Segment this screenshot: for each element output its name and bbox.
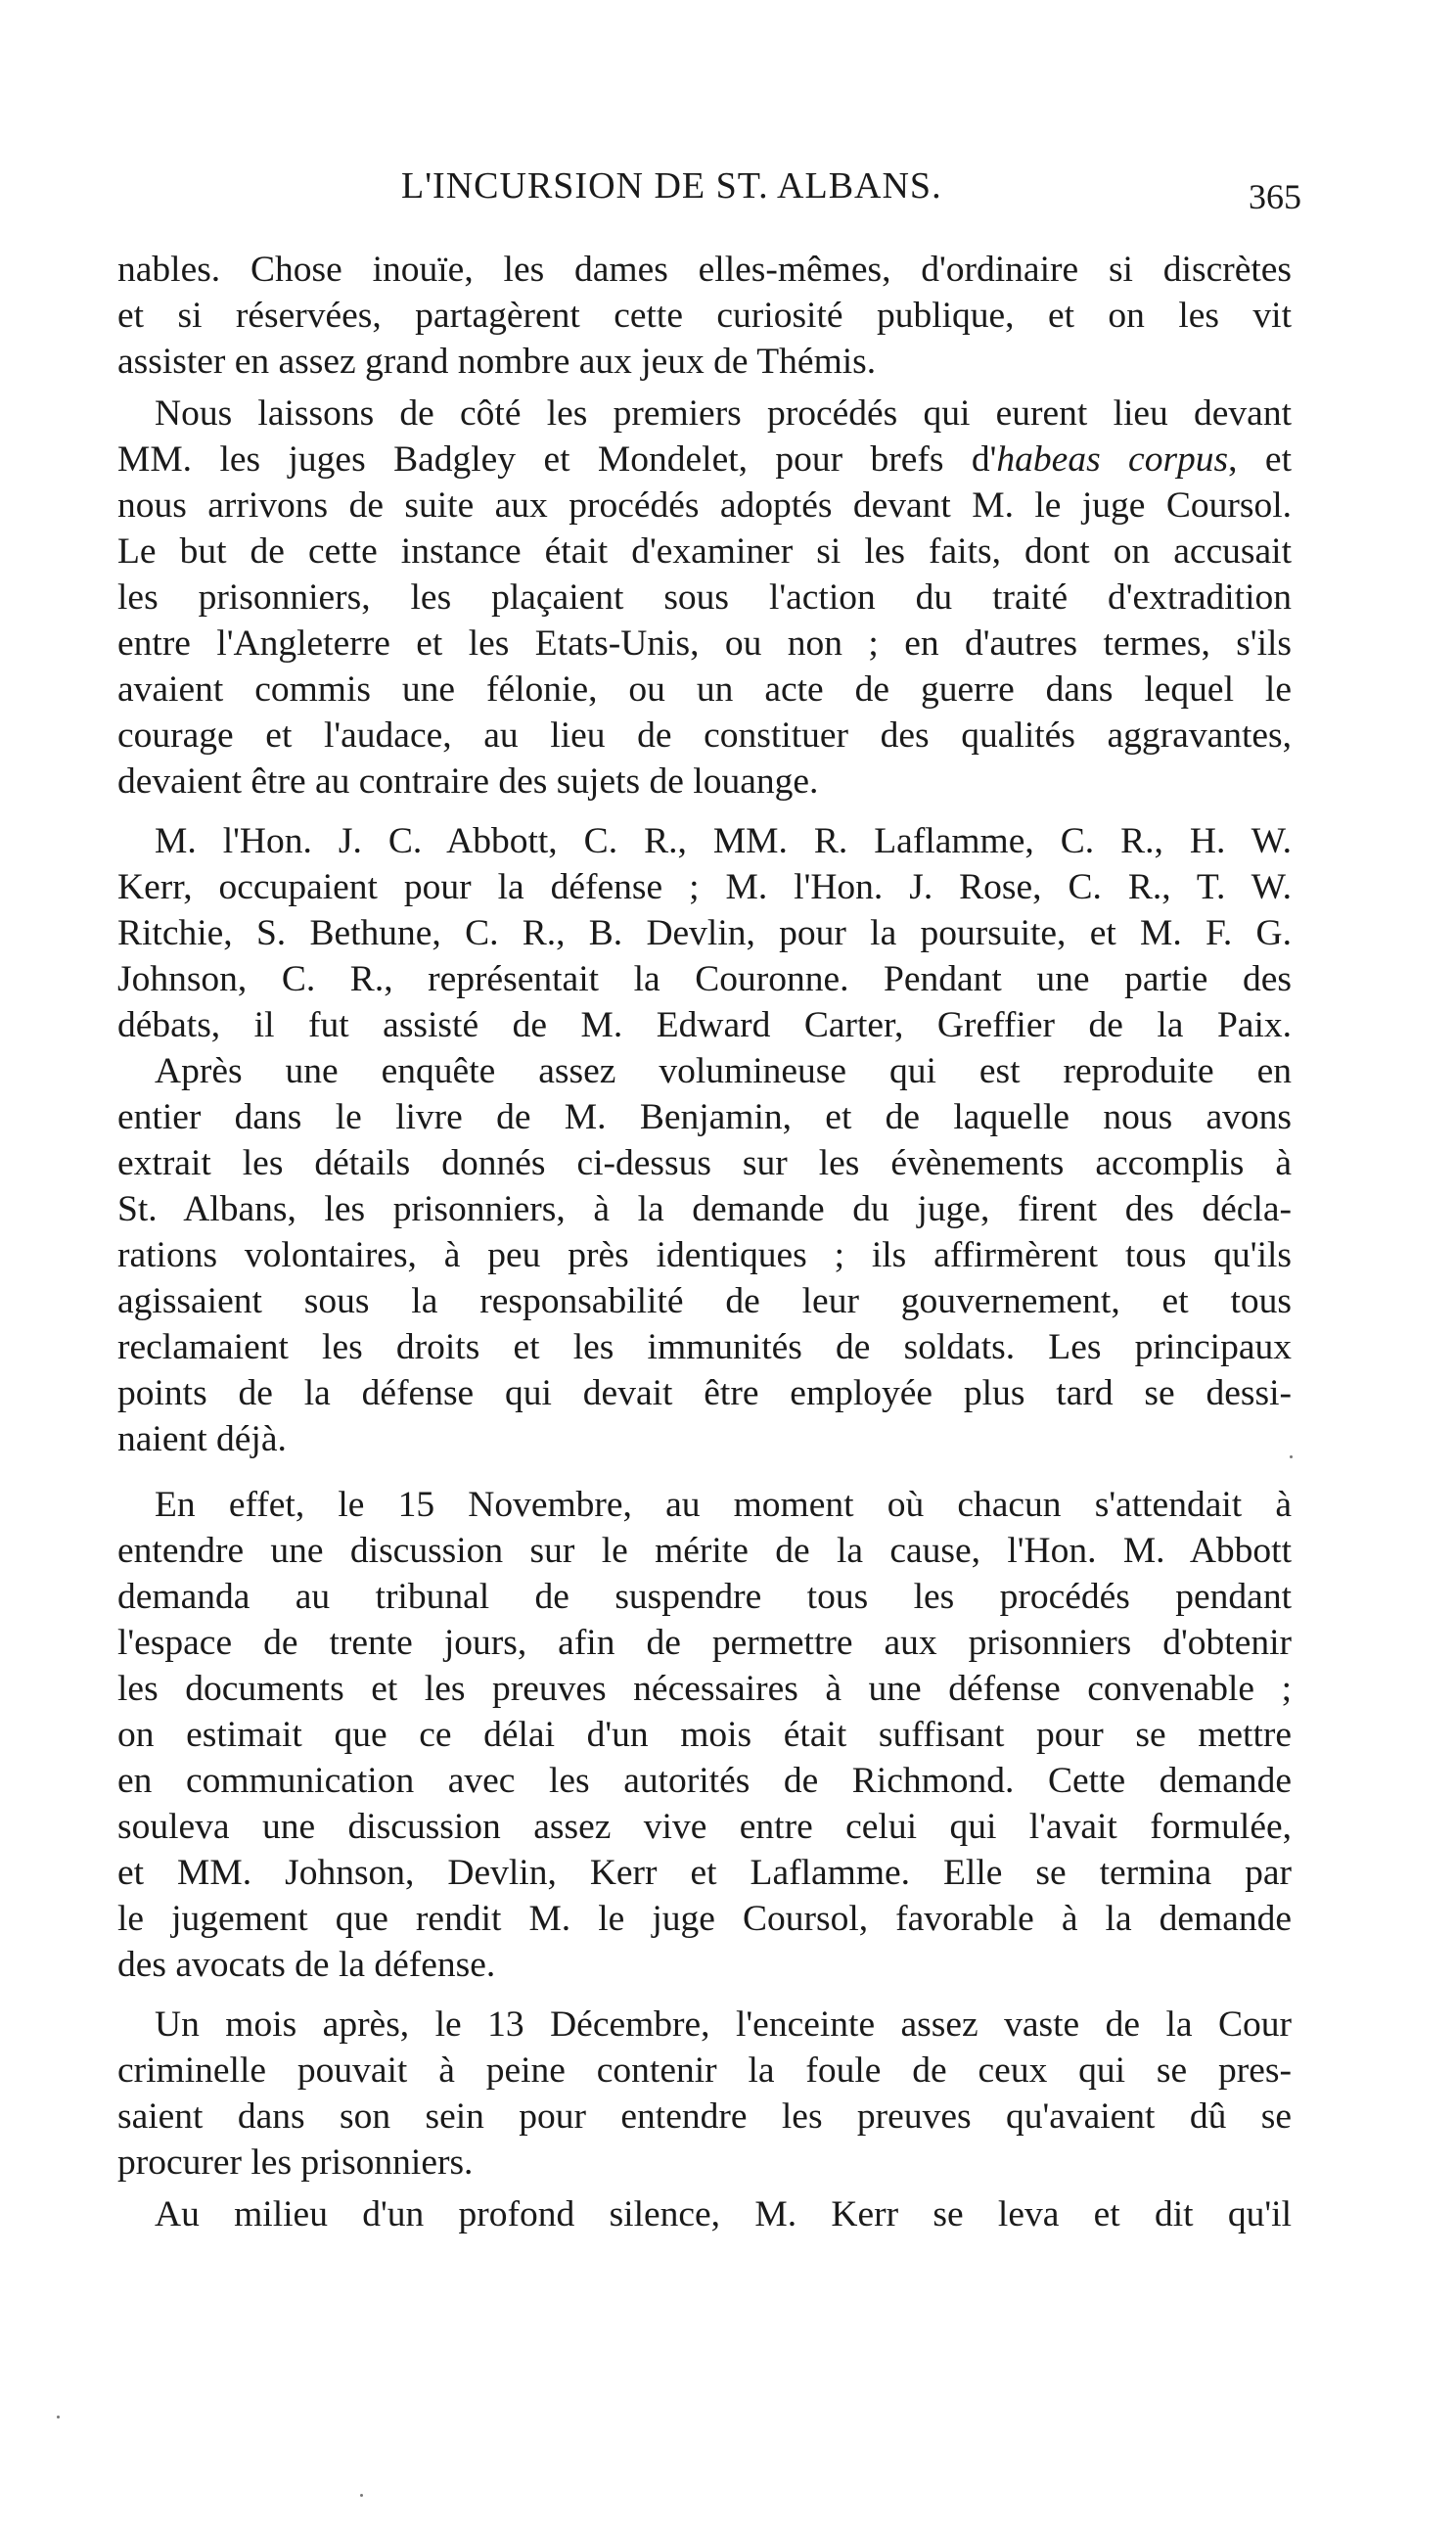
text-line: assister en assez grand nombre aux jeux de Thémis. bbox=[117, 342, 877, 382]
text-line: Un mois après, le 13 Décembre, l'enceinte assez vaste de la Cour bbox=[155, 2004, 1292, 2045]
text-line: entier dans le livre de M. Benjamin, et de laquelle nous avons bbox=[117, 1097, 1292, 1137]
scan-speck bbox=[57, 2416, 60, 2418]
scan-speck bbox=[1290, 1455, 1293, 1458]
text-line: et MM. Johnson, Devlin, Kerr et Laflamme. Elle se termina par bbox=[117, 1853, 1292, 1893]
text-segment: MM. les juges Badgley et Mondelet, pour brefs d' bbox=[117, 439, 997, 480]
text-line: St. Albans, les prisonniers, à la demande du juge, firent des décla- bbox=[117, 1189, 1292, 1229]
text-line: devaient être au contraire des sujets de louange. bbox=[117, 761, 819, 802]
text-line: débats, il fut assisté de M. Edward Carter, Greffier de la Paix. bbox=[117, 1005, 1292, 1045]
text-line: des avocats de la défense. bbox=[117, 1945, 496, 1985]
text-line: avaient commis une félonie, ou un acte de guerre dans lequel le bbox=[117, 669, 1292, 710]
paragraph-3 bbox=[117, 818, 1292, 1048]
text-line: Ritchie, S. Bethune, C. R., B. Devlin, pour la poursuite, et M. F. G. bbox=[117, 913, 1292, 953]
paragraph-1 bbox=[117, 247, 1292, 385]
text-line: Johnson, C. R., représentait la Couronne. Pendant une partie des bbox=[117, 959, 1292, 999]
running-title: L'INCURSION DE ST. ALBANS. bbox=[401, 165, 942, 207]
text-line: rations volontaires, à peu près identiques ; ils affirmèrent tous qu'ils bbox=[117, 1235, 1292, 1275]
text-line: points de la défense qui devait être employée plus tard se dessi- bbox=[117, 1373, 1292, 1413]
text-line: reclamaient les droits et les immunités de soldats. Les principaux bbox=[117, 1327, 1292, 1367]
text-line: demanda au tribunal de suspendre tous les procédés pendant bbox=[117, 1577, 1292, 1617]
text-line: En effet, le 15 Novembre, au moment où chacun s'attendait à bbox=[155, 1485, 1292, 1525]
text-line: Nous laissons de côté les premiers procédés qui eurent lieu devant bbox=[155, 393, 1292, 434]
paragraph-6 bbox=[117, 2002, 1292, 2186]
text-line-habeas bbox=[117, 437, 1292, 483]
italic-term: habeas corpus bbox=[996, 439, 1229, 480]
text-line: agissaient sous la responsabilité de leur gouvernement, et tous bbox=[117, 1281, 1292, 1321]
text-line: Kerr, occupaient pour la défense ; M. l'Hon. J. Rose, C. R., T. W. bbox=[117, 867, 1292, 907]
text-line: l'espace de trente jours, afin de permettre aux prisonniers d'obtenir bbox=[117, 1623, 1292, 1663]
page-number: 365 bbox=[1249, 177, 1301, 216]
text-line: Après une enquête assez volumineuse qui est reproduite en bbox=[155, 1051, 1292, 1091]
text-line: souleva une discussion assez vive entre celui qui l'avait formulée, bbox=[117, 1807, 1292, 1847]
text-line: criminelle pouvait à peine contenir la foule de ceux qui se pres- bbox=[117, 2050, 1292, 2091]
text-line: les prisonniers, les plaçaient sous l'action du traité d'extradition bbox=[117, 577, 1292, 618]
text-line: le jugement que rendit M. le juge Coursol, favorable à la demande bbox=[117, 1899, 1292, 1939]
text-line: procurer les prisonniers. bbox=[117, 2142, 474, 2183]
paragraph-7 bbox=[117, 2191, 1292, 2237]
paragraph-4 bbox=[117, 1048, 1292, 1462]
text-line: entendre une discussion sur le mérite de la cause, l'Hon. M. Abbott bbox=[117, 1531, 1292, 1571]
text-line: nous arrivons de suite aux procédés adoptés devant M. le juge Coursol. bbox=[117, 485, 1292, 526]
text-line: extrait les détails donnés ci-dessus sur les évènements accomplis à bbox=[117, 1143, 1292, 1183]
text-line: Au milieu d'un profond silence, M. Kerr se leva et dit qu'il bbox=[155, 2194, 1292, 2234]
text-line: entre l'Angleterre et les Etats-Unis, ou non ; en d'autres termes, s'ils bbox=[117, 623, 1292, 664]
paragraph-2 bbox=[117, 391, 1292, 805]
text-line: en communication avec les autorités de Richmond. Cette demande bbox=[117, 1761, 1292, 1801]
text-line: saient dans son sein pour entendre les preuves qu'avaient dû se bbox=[117, 2096, 1292, 2137]
text-line: courage et l'audace, au lieu de constituer des qualités aggravantes, bbox=[117, 715, 1292, 756]
running-head bbox=[117, 164, 1301, 215]
paragraph-5 bbox=[117, 1482, 1292, 1988]
text-line: Le but de cette instance était d'examiner si les faits, dont on accusait bbox=[117, 531, 1292, 572]
text-line: et si réservées, partagèrent cette curiosité publique, et on les vit bbox=[117, 296, 1292, 336]
text-segment: , et bbox=[1228, 439, 1292, 480]
text-line: on estimait que ce délai d'un mois était suffisant pour se mettre bbox=[117, 1715, 1292, 1755]
scan-speck bbox=[360, 2494, 363, 2497]
text-line: nables. Chose inouïe, les dames elles-mêmes, d'ordinaire si discrètes bbox=[117, 250, 1292, 290]
text-line: M. l'Hon. J. C. Abbott, C. R., MM. R. Laflamme, C. R., H. W. bbox=[155, 821, 1292, 861]
text-line: les documents et les preuves nécessaires à une défense convenable ; bbox=[117, 1669, 1292, 1709]
body-text bbox=[117, 247, 1292, 2237]
text-line: naient déjà. bbox=[117, 1419, 287, 1459]
